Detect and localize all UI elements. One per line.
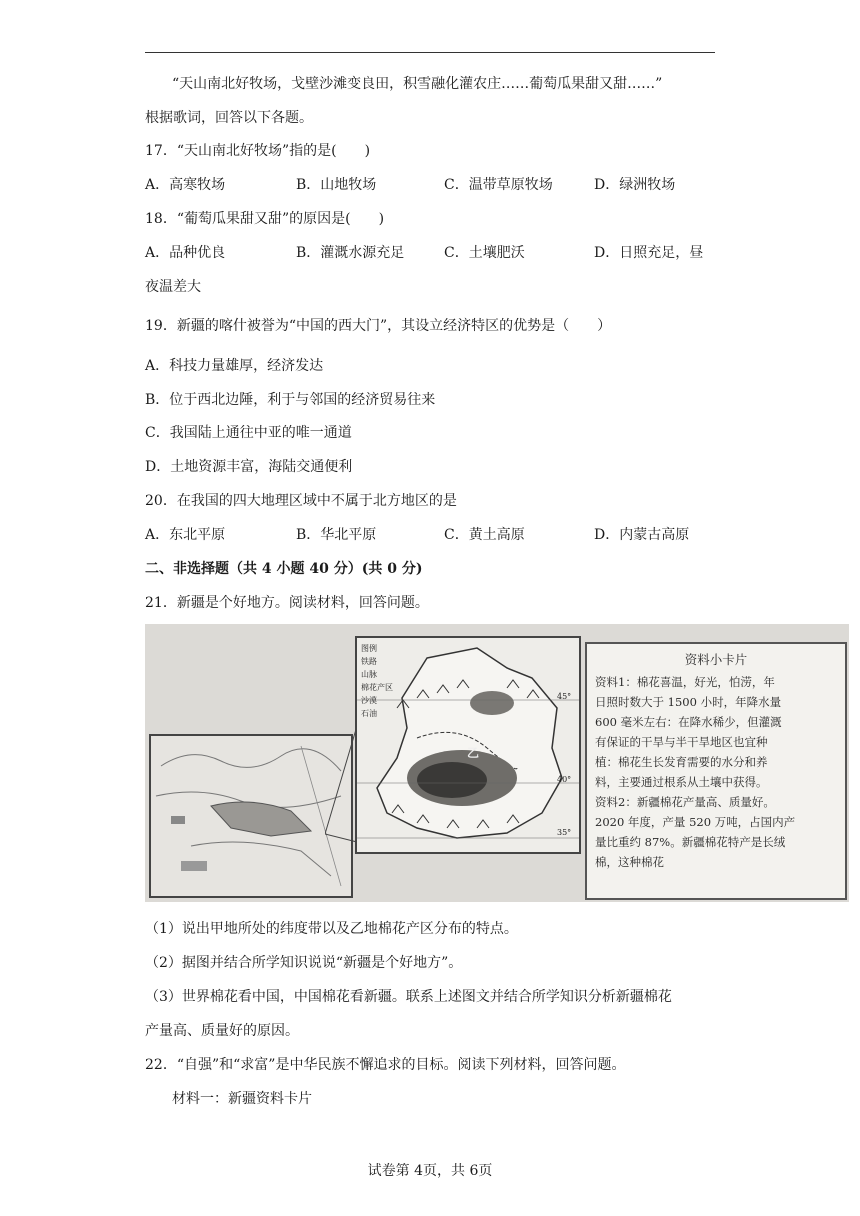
card-line: 日照时数大于 1500 小时，年降水量	[595, 695, 782, 709]
q18-option-d[interactable]: D．日照充足，昼	[594, 245, 704, 261]
latitude-45: 45°	[557, 692, 572, 701]
latitude-35: 35°	[557, 828, 572, 837]
legend-item-mountain: 山脉	[361, 670, 377, 679]
q19-option-b[interactable]: B．位于西北边陲，利于与邻国的经济贸易往来	[145, 392, 436, 408]
card-line: 资料1：棉花喜温，好光，怕涝，年	[595, 675, 775, 689]
q18-option-d-continuation: 夜温差大	[145, 279, 201, 295]
map-legend	[361, 642, 393, 720]
legend-item-cotton: 棉花产区	[361, 683, 393, 692]
legend-item-railway: 铁路	[361, 657, 377, 666]
xinjiang-map	[355, 636, 581, 854]
question-21-stem: 21．新疆是个好地方。阅读材料，回答问题。	[145, 595, 429, 611]
q22-material-1: 材料一：新疆资料卡片	[172, 1091, 312, 1107]
instruction-text: 根据歌词，回答以下各题。	[145, 110, 313, 126]
legend-item-oil: 石油	[361, 709, 377, 718]
location-map	[149, 734, 353, 898]
card-line: 2020 年度，产量 520 万吨，占国内产	[595, 815, 796, 829]
q17-option-c[interactable]: C．温带草原牧场	[444, 177, 553, 193]
page-footer: 试卷第 4页，共 6页	[367, 1163, 493, 1179]
q21-sub-3: （3）世界棉花看中国，中国棉花看新疆。联系上述图文并结合所学知识分析新疆棉花	[145, 989, 672, 1005]
card-line: 资料2：新疆棉花产量高、质量好。	[595, 795, 775, 809]
xinjiang-figure	[145, 624, 849, 902]
legend-title: 图例	[361, 644, 377, 653]
q18-option-a[interactable]: A．品种优良	[145, 245, 226, 261]
q21-sub-2: （2）据图并结合所学知识说说“新疆是个好地方”。	[145, 955, 463, 971]
question-20-stem: 20．在我国的四大地理区域中不属于北方地区的是	[145, 493, 457, 509]
card-line: 600 毫米左右：在降水稀少，但灌溉	[595, 715, 782, 729]
q17-option-d[interactable]: D．绿洲牧场	[594, 177, 676, 193]
card-line: 有保证的干旱与半干旱地区也宜种	[595, 735, 768, 749]
card-line: 植：棉花生长发育需要的水分和养	[595, 755, 768, 769]
card-line: 量比重约 87%。新疆棉花特产是长绒	[595, 835, 786, 849]
q21-sub-1: （1）说出甲地所处的纬度带以及乙地棉花产区分布的特点。	[145, 921, 518, 937]
q21-sub-3-continuation: 产量高、质量好的原因。	[145, 1023, 299, 1039]
question-22-stem: 22．“自强”和“求富”是中华民族不懈追求的目标。阅读下列材料，回答问题。	[145, 1057, 626, 1073]
region-label-yi: 乙	[467, 746, 480, 760]
q20-option-b[interactable]: B．华北平原	[296, 527, 377, 543]
q20-option-d[interactable]: D．内蒙古高原	[594, 527, 690, 543]
q20-option-a[interactable]: A．东北平原	[145, 527, 226, 543]
header-rule	[145, 52, 715, 53]
latitude-40: 40°	[557, 775, 572, 784]
q18-option-c[interactable]: C．土壤肥沃	[444, 245, 525, 261]
q19-option-d[interactable]: D．土地资源丰富，海陆交通便利	[145, 459, 353, 475]
q17-option-a[interactable]: A．高寒牧场	[145, 177, 226, 193]
legend-item-desert: 沙漠	[361, 696, 377, 705]
lyric-text: “天山南北好牧场，戈壁沙滩变良田，积雪融化灌农庄……葡萄瓜果甜又甜……”	[172, 76, 663, 92]
q18-option-b[interactable]: B．灌溉水源充足	[296, 245, 405, 261]
q19-option-c[interactable]: C．我国陆上通往中亚的唯一通道	[145, 425, 352, 441]
q20-option-c[interactable]: C．黄土高原	[444, 527, 525, 543]
question-19-stem: 19．新疆的喀什被誉为“中国的西大门”，其设立经济特区的优势是（ ）	[145, 318, 612, 334]
section-2-heading: 二、非选择题（共 4 小题 40 分）(共 0 分)	[145, 561, 423, 577]
card-title: 资料小卡片	[684, 652, 748, 667]
question-18-stem: 18．“葡萄瓜果甜又甜”的原因是( )	[145, 211, 385, 227]
q17-option-b[interactable]: B．山地牧场	[296, 177, 377, 193]
card-line: 料，主要通过根系从土壤中获得。	[595, 775, 768, 789]
question-17-stem: 17．“天山南北好牧场”指的是( )	[145, 143, 371, 159]
q19-option-a[interactable]: A．科技力量雄厚，经济发达	[145, 358, 324, 374]
location-map-drawing	[151, 736, 351, 896]
card-line: 棉，这种棉花	[595, 855, 664, 869]
material-card	[585, 642, 847, 900]
